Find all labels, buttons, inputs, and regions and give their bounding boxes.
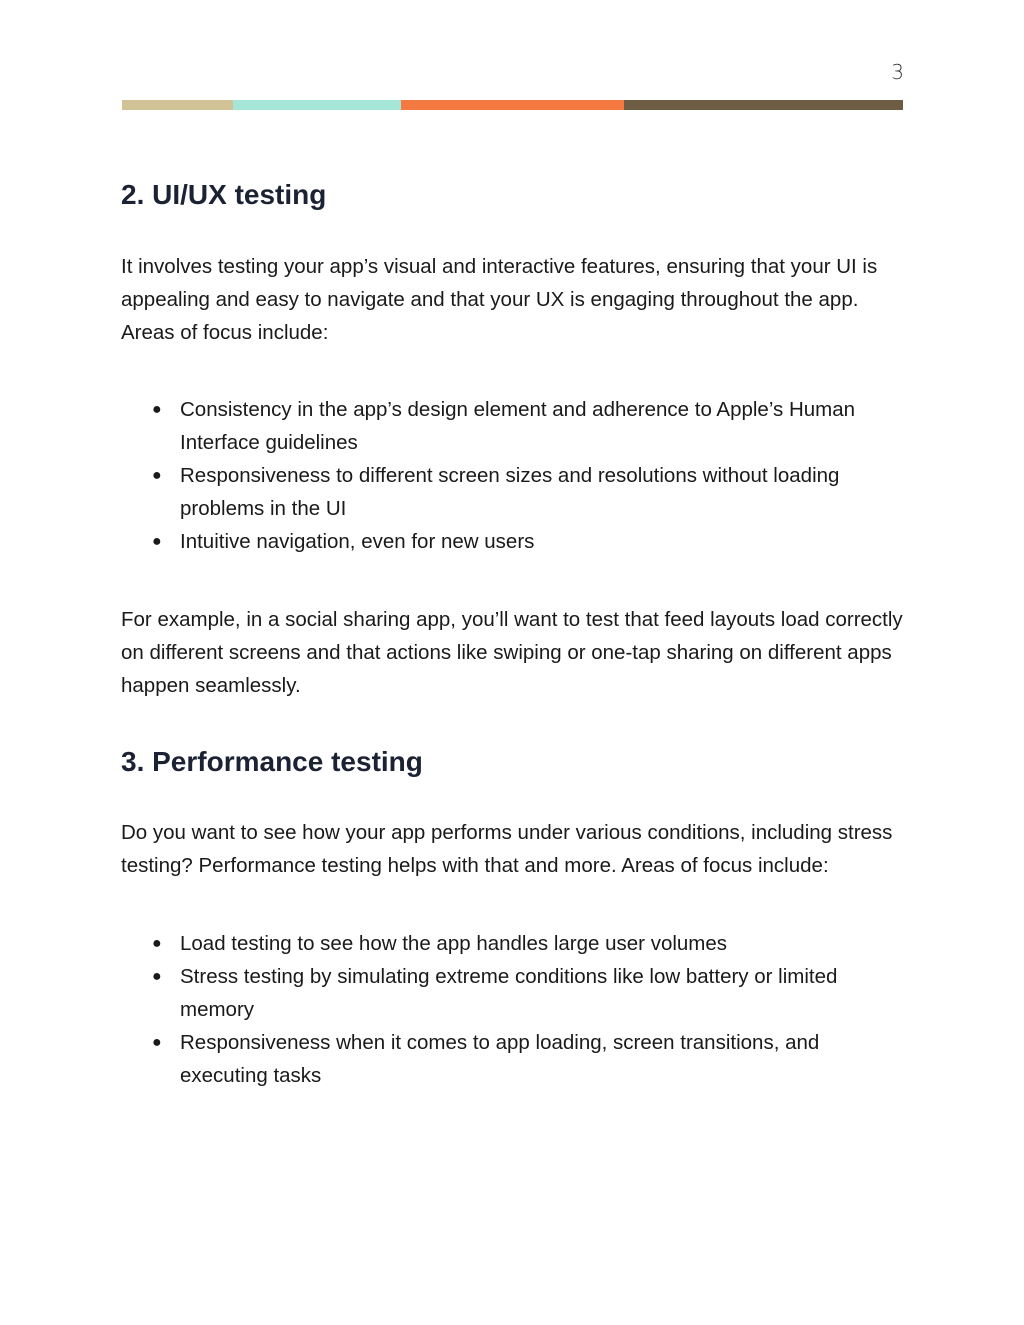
bullet-icon: ● [152,1034,162,1051]
list-item [121,1026,911,1092]
list-item-text: Responsiveness when it comes to app loading, screen transitions, and executing tasks [180,1031,820,1087]
section-heading: 2. UI/UX testing [121,179,327,210]
band-segment-mint [233,100,401,110]
list-item-text: Intuitive navigation, even for new users [180,530,535,553]
bullet-icon: ● [152,968,162,985]
color-band-divider [122,100,903,110]
band-segment-tan [122,100,233,110]
list-item [121,927,911,960]
bullet-icon: ● [152,401,162,418]
list-item [121,459,911,525]
section-example-paragraph: For example, in a social sharing app, you’ll want to test that feed layouts load correctly on different screens and that actions like swiping or one-tap sharing on different apps happen seamlessly. [121,608,903,697]
focus-areas-list [121,393,911,558]
page-number: 3 [891,60,904,84]
list-item-text: Consistency in the app’s design element and adherence to Apple’s Human Interface guidelines [180,398,856,454]
bullet-icon: ● [152,467,162,484]
section-intro-paragraph: Do you want to see how your app performs under various conditions, including stress testing? Performance testing helps with that and more. Areas of focus include: [121,821,893,877]
bullet-icon: ● [152,533,162,550]
section-intro-paragraph: It involves testing your app’s visual and interactive features, ensuring that your UI is appealing and easy to navigate and that your UX is engaging throughout the app. Areas of focus include: [121,255,878,344]
list-item [121,525,911,558]
list-item-text: Load testing to see how the app handles large user volumes [180,932,728,955]
band-segment-orange [401,100,624,110]
document-body [121,170,911,1092]
bullet-icon: ● [152,935,162,952]
band-segment-brown [624,100,903,110]
list-item-text: Responsiveness to different screen sizes and resolutions without loading problems in the UI [180,464,840,520]
list-item [121,960,911,1026]
focus-areas-list [121,927,911,1092]
section-performance-testing [121,737,911,1092]
list-item-text: Stress testing by simulating extreme conditions like low battery or limited memory [180,965,838,1021]
list-item [121,393,911,459]
section-heading: 3. Performance testing [121,746,423,777]
section-ui-ux-testing [121,170,911,702]
